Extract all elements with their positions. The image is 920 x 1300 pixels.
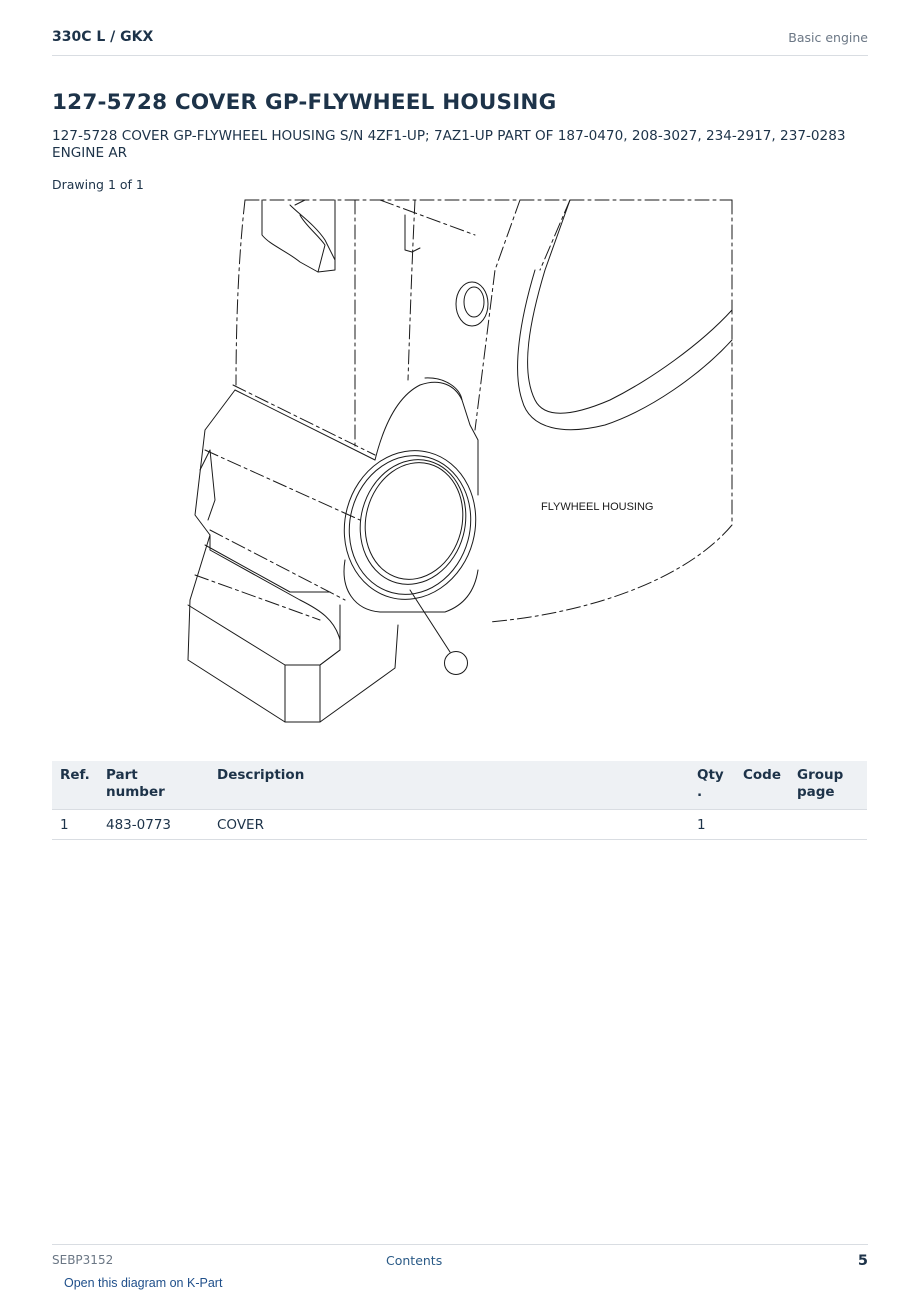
table-row [52, 810, 867, 840]
row-code [735, 810, 789, 840]
page-number: 5 [857, 1253, 868, 1269]
col-group-page: Group page [789, 761, 867, 810]
col-part-number: Part number [98, 761, 209, 810]
drawing-label: Drawing 1 of 1 [52, 177, 144, 192]
table-header-row [52, 761, 867, 810]
col-qty: Qty . [689, 761, 735, 810]
row-group-page [789, 810, 867, 840]
cover-body [188, 378, 478, 722]
bolt-boss [405, 215, 488, 326]
housing-inner-curve [518, 200, 732, 430]
row-part-number: 483-0773 [98, 810, 209, 840]
page-footer [52, 1244, 868, 1275]
col-ref: Ref. [52, 761, 98, 810]
kpart-link[interactable]: Open this diagram on K-Part [64, 1276, 223, 1290]
contents-link[interactable]: Contents [386, 1253, 443, 1268]
parts-table [52, 761, 867, 840]
group-description: 127-5728 COVER GP-FLYWHEEL HOUSING S/N 4ZF1-UP; 7AZ1-UP PART OF 187-0470, 208-3027, 234-2917, 237-0283 ENGINE AR [52, 128, 846, 161]
callout-balloon [410, 590, 468, 675]
row-qty: 1 [689, 810, 735, 840]
col-description: Description [209, 761, 689, 810]
document-code: SEBP3152 [52, 1253, 114, 1267]
flywheel-housing-outline [195, 200, 732, 622]
flywheel-housing-annotation: FLYWHEEL HOUSING [541, 501, 654, 513]
page-header [52, 28, 868, 56]
cover-seal-ring [328, 436, 492, 615]
col-code: Code [735, 761, 789, 810]
page-title: 127-5728 COVER GP-FLYWHEEL HOUSING [52, 90, 557, 115]
model-breadcrumb: 330C L / GKX [52, 29, 154, 45]
section-name: Basic engine [788, 30, 868, 45]
upper-lug [262, 200, 335, 272]
row-ref: 1 [52, 810, 98, 840]
row-description: COVER [209, 810, 689, 840]
parts-drawing [180, 195, 740, 730]
